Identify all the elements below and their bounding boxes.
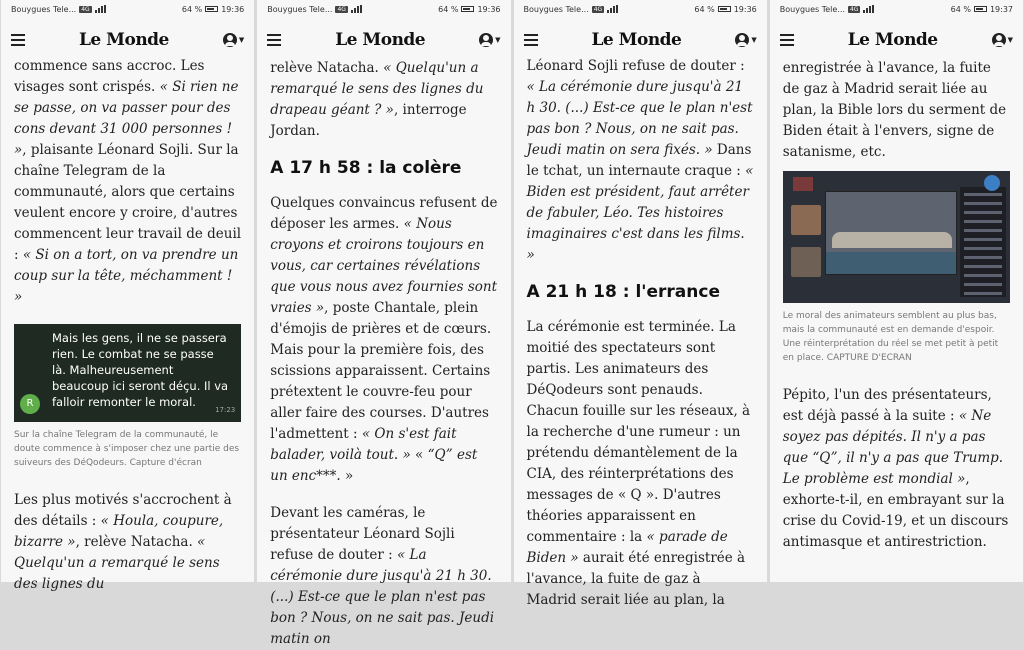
phone-screen-4 — [770, 0, 1023, 582]
carrier-name: Bouygues Tele... — [523, 4, 589, 14]
signal-icon — [351, 5, 362, 13]
article-body — [770, 58, 1023, 553]
article-paragraph: relève Natacha. « Quelqu'un a remarqué le sens des lignes du drapeau géant ? », interroge Jordan. — [270, 60, 484, 139]
battery-icon — [718, 6, 731, 12]
article-paragraph: La cérémonie est terminée. La moitié des spectateurs sont partis. Les animateurs des DéQodeurs sont penauds. Chacun fouille sur les réseaux, à la recherche d'une rumeur : un prétendu démantèlement de la CIA, des réinterprétations des messages de « Q ». D'autres théories apparaissent en commentaire : la « parade de Biden » aurait été enregistrée à l'avance, la fuite de gaz à Madrid serait liée au plan, la — [526, 319, 751, 608]
le-monde-logo[interactable]: Le Monde — [78, 30, 169, 50]
article-body — [257, 58, 510, 650]
video-frame — [825, 191, 957, 275]
account-icon — [479, 33, 493, 47]
account-button[interactable] — [992, 33, 1013, 47]
battery-icon — [461, 6, 474, 12]
menu-icon[interactable] — [780, 34, 794, 46]
image-caption: Le moral des animateurs semblent au plus bas, mais la communauté est en demande d'espoir. Une réinterprétation du réel se met petit à petit en place. CAPTURE D'ECRAN — [782, 311, 999, 363]
image-caption: Sur la chaîne Telegram de la communauté, le doute commence à s'imposer chez une partie des suiveurs des DéQodeurs. Capture d'écran — [14, 430, 240, 468]
telegram-screenshot — [14, 324, 241, 422]
section-heading: A 17 h 58 : la colère — [270, 158, 462, 178]
account-button[interactable] — [735, 33, 756, 47]
globe-icon — [984, 175, 1000, 191]
section-heading: A 21 h 18 : l'errance — [526, 282, 720, 302]
avatar: R — [20, 394, 40, 414]
article-paragraph: Léonard Sojli refuse de douter : « La cérémonie dure jusqu'à 21 h 30. (...) Est-ce que le plan n'est pas bon ? Nous, on ne sait pas. Jeudi matin on sera fixés. » Dans le tchat, un internaute craque : « Biden est président, faut arrêter de fabuler, Léo. Tes histoires imaginaires c'est dans les films. » — [526, 58, 754, 263]
phone-screen-1 — [1, 0, 254, 592]
signal-icon — [607, 5, 618, 13]
chevron-down-icon: ▼ — [751, 36, 757, 44]
status-bar — [514, 0, 767, 18]
presenter-webcam — [791, 247, 821, 277]
battery-percent: 64 % — [438, 4, 459, 14]
chevron-down-icon: ▼ — [1007, 36, 1013, 44]
phone-screen-3 — [514, 0, 767, 608]
phone-screen-2 — [257, 0, 510, 647]
article-paragraph: commence sans accroc. Les visages sont crispés. « Si rien ne se passe, on va passer pour des cons devant 31 000 personnes ! », plaisante Léonard Sojli. Sur la chaîne Telegram de la communauté, alors que certains veulent encore y croire, d'autres commencent leur travail de deuil : « Si on a tort, on va prendre un coup sur la tête, méchamment ! » — [14, 58, 242, 305]
signal-icon — [95, 5, 106, 13]
article-paragraph: enregistrée à l'avance, la fuite de gaz à Madrid serait liée au plan, la Bible lors du serment de Biden était à l'envers, signe de satanisme, etc. — [782, 60, 1007, 160]
livestream-screenshot — [783, 171, 1010, 303]
bridge-image — [832, 232, 952, 248]
signal-icon — [863, 5, 874, 13]
battery-icon — [205, 6, 218, 12]
menu-icon[interactable] — [11, 34, 25, 46]
network-badge: 4G — [849, 5, 859, 13]
carrier-name: Bouygues Tele... — [267, 4, 333, 14]
article-body — [514, 56, 767, 611]
battery-percent: 64 % — [950, 4, 971, 14]
chat-message: Mais les gens, il ne se passera rien. Le combat ne se passe là. Malheureusement beaucoup ici seront déçu. Il va falloir remonter le moral. — [52, 331, 229, 409]
chat-panel — [960, 187, 1006, 297]
chevron-down-icon: ▼ — [238, 36, 245, 44]
account-icon — [992, 33, 1006, 47]
status-bar — [1, 0, 254, 18]
chevron-down-icon: ▼ — [495, 36, 501, 44]
app-header — [257, 18, 510, 62]
battery-percent: 64 % — [181, 4, 203, 14]
flag-thumbnail — [793, 177, 813, 191]
network-badge: 4G — [593, 5, 603, 13]
clock: 19:36 — [221, 4, 245, 14]
carrier-name: Bouygues Tele... — [779, 4, 845, 14]
water-image — [826, 252, 956, 274]
carrier-name: Bouygues Tele... — [11, 4, 77, 14]
network-badge: 4G — [337, 5, 346, 13]
menu-icon[interactable] — [524, 34, 538, 46]
app-header — [770, 18, 1023, 62]
chat-timestamp: 17:23 — [215, 406, 236, 414]
clock: 19:36 — [477, 4, 501, 14]
article-paragraph: Quelques convaincus refusent de déposer les armes. « Nous croyons et croirons toujours en vous, car certaines révélations que vous nous avez fournies sont vraies », poste Chantale, plein d'émojis de prières et de cœurs. Mais pour la première fois, des scissions apparaissent. Certains prétextent le couvre-feu pour aller faire des courses. D'autres l'admettent : « On s'est fait balader, voilà tout. » « “Q” est un enc***. » — [270, 195, 498, 484]
article-paragraph: Devant les caméras, le présentateur Léonard Sojli refuse de douter : « La cérémonie dure jusqu'à 21 h 30. (...) Est-ce que le plan n'est pas bon ? Nous, on ne sait pas. Jeudi matin on — [270, 505, 495, 647]
article-body — [1, 56, 254, 595]
network-badge: 4G — [81, 5, 90, 13]
status-bar — [257, 0, 510, 18]
article-paragraph: Les plus motivés s'accrochent à des détails : « Houla, coupure, bizarre », relève Natacha. « Quelqu'un a remarqué le sens des lignes du — [14, 492, 232, 592]
clock: 19:37 — [989, 4, 1013, 14]
article-paragraph: Pépito, l'un des présentateurs, est déjà passé à la suite : « Ne soyez pas dépités. Il n'y a pas que “Q”, il n'y a pas que Trump. Le problème est mondial », exhorte-t-il, en embrayant sur la crise du Covid-19, et un discours antimasque et antirestriction. — [782, 387, 1009, 550]
account-icon — [223, 33, 237, 47]
account-button[interactable] — [479, 33, 500, 47]
presenter-webcam — [791, 205, 821, 235]
menu-icon[interactable] — [267, 34, 281, 46]
le-monde-logo[interactable]: Le Monde — [847, 30, 938, 50]
status-bar — [770, 0, 1023, 18]
le-monde-logo[interactable]: Le Monde — [335, 30, 426, 50]
le-monde-logo[interactable]: Le Monde — [591, 30, 682, 50]
account-button[interactable] — [223, 33, 244, 47]
battery-percent: 64 % — [694, 4, 715, 14]
battery-icon — [974, 6, 987, 12]
account-icon — [735, 33, 749, 47]
clock: 19:36 — [733, 4, 757, 14]
